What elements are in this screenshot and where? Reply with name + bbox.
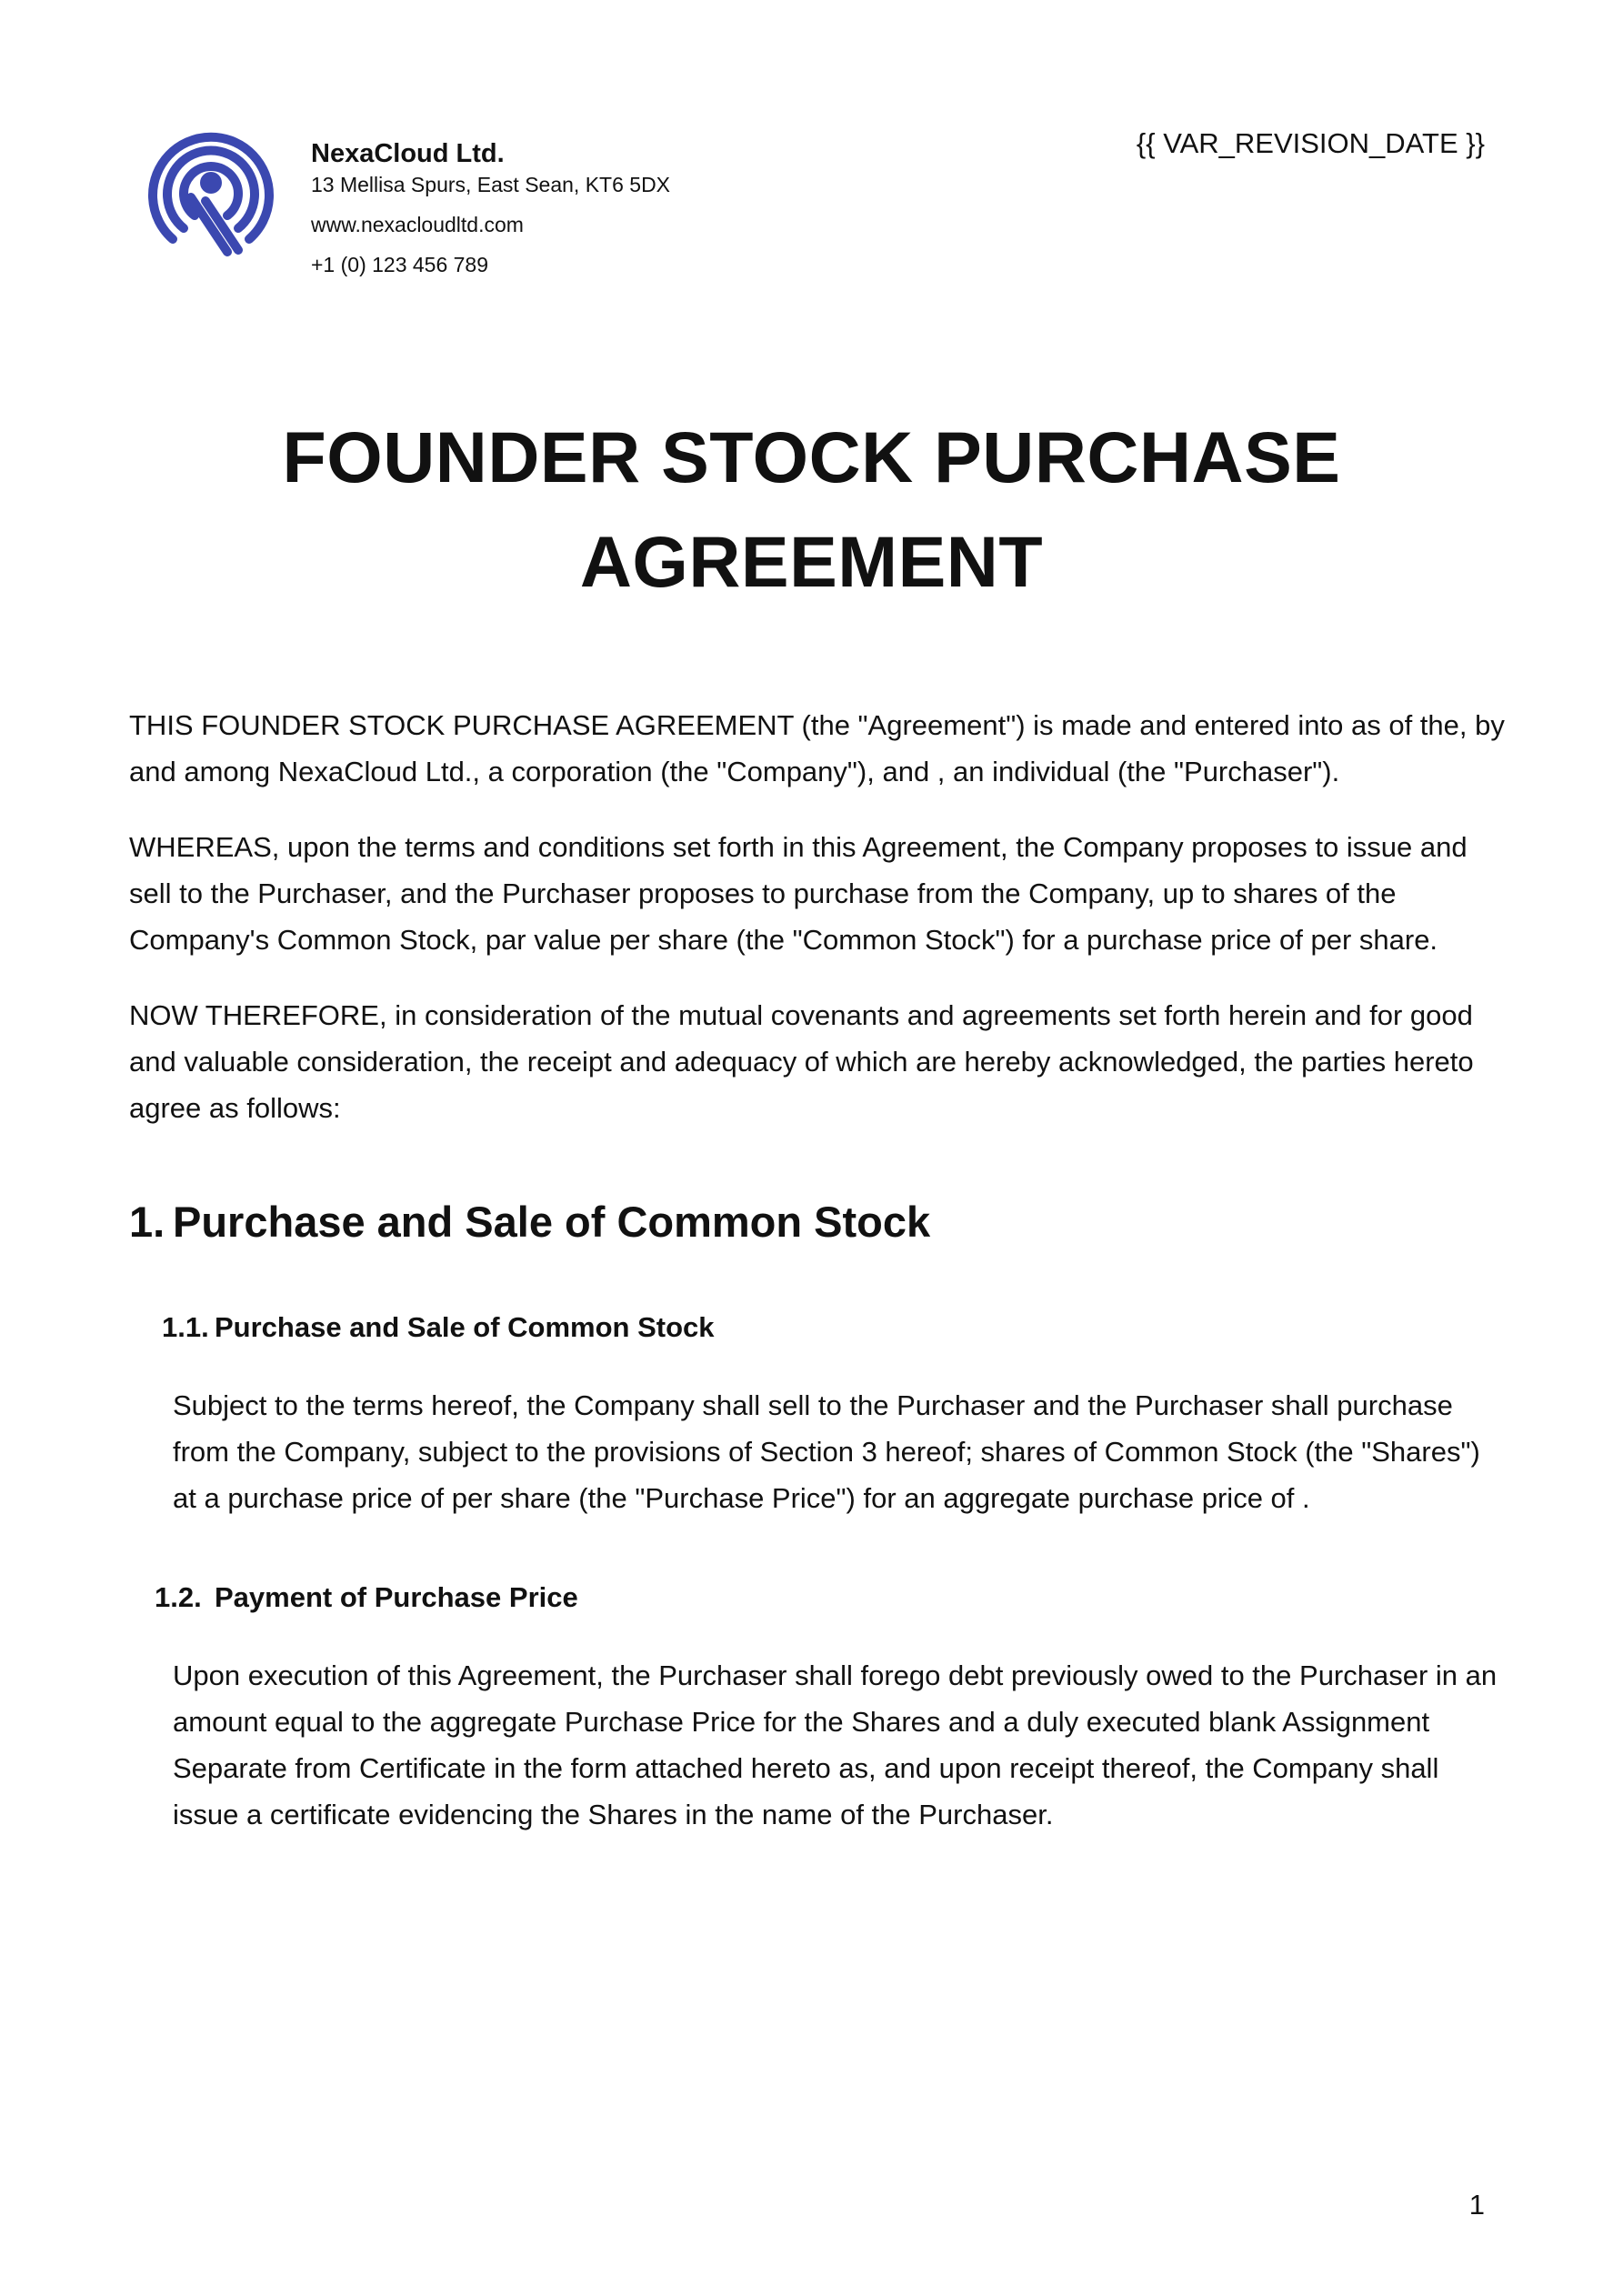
revision-date: {{ VAR_REVISION_DATE }}	[1136, 127, 1485, 159]
company-name: NexaCloud Ltd.	[311, 139, 505, 168]
subsection-1-2-heading	[129, 1579, 1511, 1616]
company-info	[311, 136, 670, 278]
company-website: www.nexacloudltd.com	[311, 213, 524, 236]
subsection-number: 1.1.	[162, 1311, 209, 1343]
subsection-title: Purchase and Sale of Common Stock	[215, 1311, 715, 1343]
section-title: Purchase and Sale of Common Stock	[173, 1198, 931, 1246]
section-number: 1.	[129, 1198, 165, 1246]
page-number: 1	[1468, 2189, 1485, 2221]
section-1-heading	[129, 1195, 1511, 1249]
title-line-2: AGREEMENT	[579, 521, 1044, 602]
subsection-1-1-text: Subject to the terms hereof, the Company shall sell to the Purchaser and the Purchaser shall purchase from the Company, subject to the provisions of Section 3 hereof; shares of Common Stock (the "Shares") at a purchase price of per share (the "Purchase Price") for an aggregate purchase price of .	[173, 1389, 1480, 1514]
nexacloud-logo-icon	[144, 114, 278, 259]
company-phone: +1 (0) 123 456 789	[311, 253, 489, 276]
subsection-number: 1.2.	[155, 1581, 202, 1613]
document-title	[0, 405, 1623, 614]
whereas-paragraph: WHEREAS, upon the terms and conditions set forth in this Agreement, the Company proposes to issue and sell to the Purchaser, and the Purchaser proposes to purchase from the Company, up to shares of the Company's Common Stock, par value per share (the "Common Stock") for a purchase price of per share.	[129, 831, 1468, 956]
document-body	[129, 702, 1511, 1838]
company-address: 13 Mellisa Spurs, East Sean, KT6 5DX	[311, 173, 671, 196]
now-therefore-paragraph: NOW THEREFORE, in consideration of the mutual covenants and agreements set forth herein and for good and valuable consideration, the receipt and adequacy of which are hereby acknowledged, the parties hereto agree as follows:	[129, 999, 1474, 1124]
subsection-1-2-text: Upon execution of this Agreement, the Purchaser shall forego debt previously owed to the Purchaser in an amount equal to the aggregate Purchase Price for the Shares and a duly executed blank Assignment Separate from Certificate in the form attached hereto as, and upon receipt thereof, the Company shall issue a certificate evidencing the Shares in the name of the Purchaser.	[173, 1659, 1498, 1830]
title-line-1: FOUNDER STOCK PURCHASE	[282, 416, 1341, 497]
intro-paragraph: THIS FOUNDER STOCK PURCHASE AGREEMENT (the "Agreement") is made and entered into as of the, by and among NexaCloud Ltd., a corporation (the "Company"), and , an individual (the "Purchaser").	[129, 709, 1505, 787]
subsection-title: Payment of Purchase Price	[215, 1581, 578, 1613]
subsection-1-1-heading	[129, 1309, 1511, 1346]
